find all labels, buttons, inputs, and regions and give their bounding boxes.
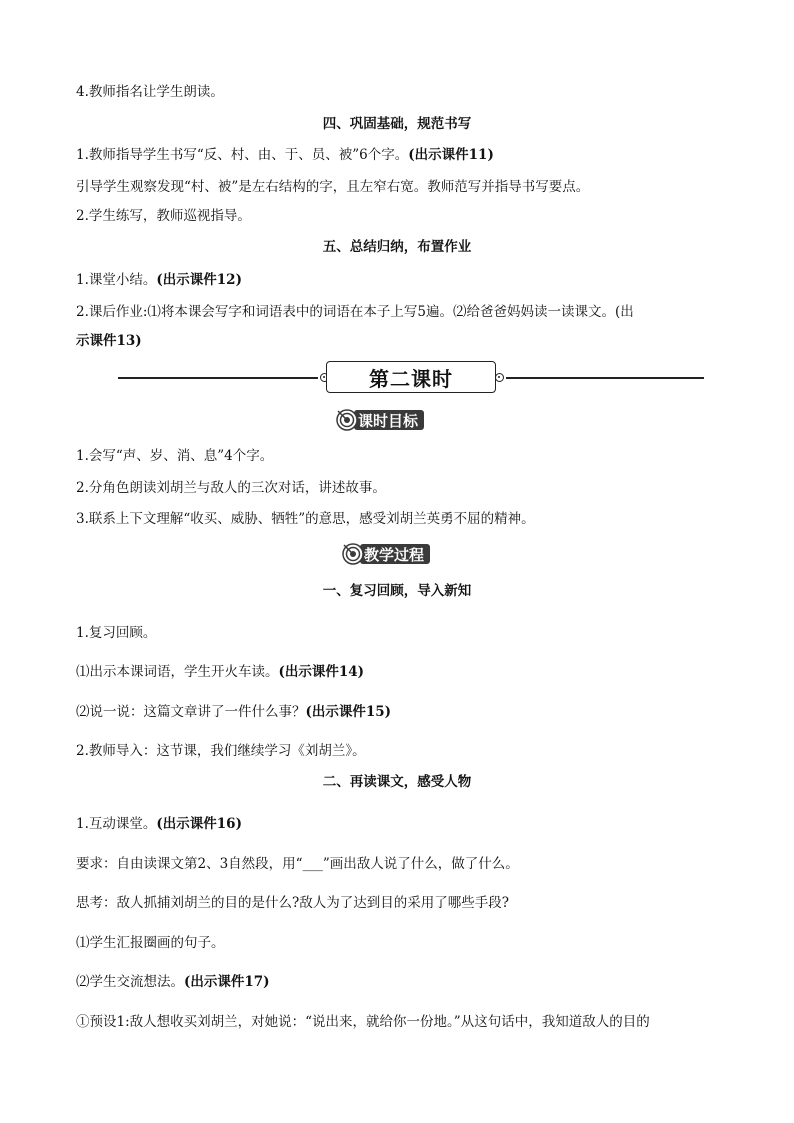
text-span: 1.教师指导学生书写“反、村、由、于、员、被”6个字。 bbox=[76, 147, 409, 163]
text-span: 1.互动课堂。 bbox=[76, 816, 157, 832]
text-span: 1.课堂小结。 bbox=[76, 272, 157, 288]
text-line: ①预设1:敌人想收买刘胡兰，对她说：“说出来，就给你一份地。”从这句话中，我知道敌人的目的 bbox=[76, 1014, 650, 1030]
tag-label: 课时目标 bbox=[354, 410, 424, 430]
lesson-banner bbox=[118, 361, 704, 395]
text-line: 4.教师指名让学生朗读。 bbox=[76, 84, 224, 100]
courseware-ref: (出示课件14) bbox=[278, 664, 365, 680]
text-line: 思考：敌人抓捕刘胡兰的目的是什么?敌人为了达到目的采用了哪些手段? bbox=[76, 895, 509, 911]
target-icon bbox=[336, 409, 358, 431]
section-heading: 四、巩固基础，规范书写 bbox=[322, 116, 472, 132]
section-tag bbox=[336, 409, 424, 431]
text-span: ⑵学生交流想法。 bbox=[76, 974, 184, 990]
text-line: 2.分角色朗读刘胡兰与敌人的三次对话，讲述故事。 bbox=[76, 480, 386, 496]
banner-rule-left bbox=[118, 377, 318, 379]
courseware-ref: (出示课件16) bbox=[156, 816, 242, 832]
text-line: 3.联系上下文理解“收买、威胁、牺牲”的意思，感受刘胡兰英勇不屈的精神。 bbox=[76, 511, 535, 527]
tag-label: 教学过程 bbox=[360, 544, 430, 564]
banner-dot-right bbox=[495, 373, 504, 382]
text-line: 1.复习回顾。 bbox=[76, 625, 157, 641]
section-heading: 二、再读课文，感受人物 bbox=[322, 774, 472, 790]
text-line: 2.课后作业:⑴将本课会写字和词语表中的词语在本子上写5遍。⑵给爸爸妈妈读一读课文。(出 bbox=[76, 304, 634, 320]
text-span: ⑵说一说：这篇文章讲了一件什么事？ bbox=[76, 704, 306, 720]
text-line: ⑴学生汇报圈画的句子。 bbox=[76, 935, 225, 951]
section-heading: 一、复习回顾，导入新知 bbox=[322, 583, 472, 599]
text-line bbox=[76, 146, 494, 164]
courseware-ref: (出示课件15) bbox=[305, 704, 392, 720]
text-line bbox=[76, 663, 364, 681]
text-line bbox=[76, 973, 270, 991]
courseware-ref: (出示课件12) bbox=[156, 272, 242, 288]
section-tag bbox=[342, 543, 430, 565]
courseware-ref: (出示课件17) bbox=[184, 974, 270, 990]
text-line: 要求：自由读课文第2、3自然段，用“___”画出敌人说了什么，做了什么。 bbox=[76, 856, 519, 872]
banner-rule-right bbox=[506, 377, 704, 379]
text-line: 1.会写“声、岁、消、息”4个字。 bbox=[76, 448, 274, 464]
courseware-ref: (出示课件11) bbox=[408, 147, 494, 163]
banner-title: 第二课时 bbox=[326, 361, 496, 393]
text-line bbox=[76, 271, 242, 289]
text-line: 2.学生练写，教师巡视指导。 bbox=[76, 208, 251, 224]
text-line bbox=[76, 703, 391, 721]
target-icon bbox=[342, 543, 364, 565]
text-line bbox=[76, 815, 242, 833]
text-line: 2.教师导入：这节课，我们继续学习《刘胡兰》。 bbox=[76, 743, 366, 759]
text-line: 示课件13) bbox=[76, 333, 142, 349]
text-span: ⑴出示本课词语，学生开火车读。 bbox=[76, 664, 279, 680]
section-heading: 五、总结归纳，布置作业 bbox=[322, 239, 472, 255]
text-line: 引导学生观察发现“村、被”是左右结构的字，且左窄右宽。教师范写并指导书写要点。 bbox=[76, 179, 590, 195]
